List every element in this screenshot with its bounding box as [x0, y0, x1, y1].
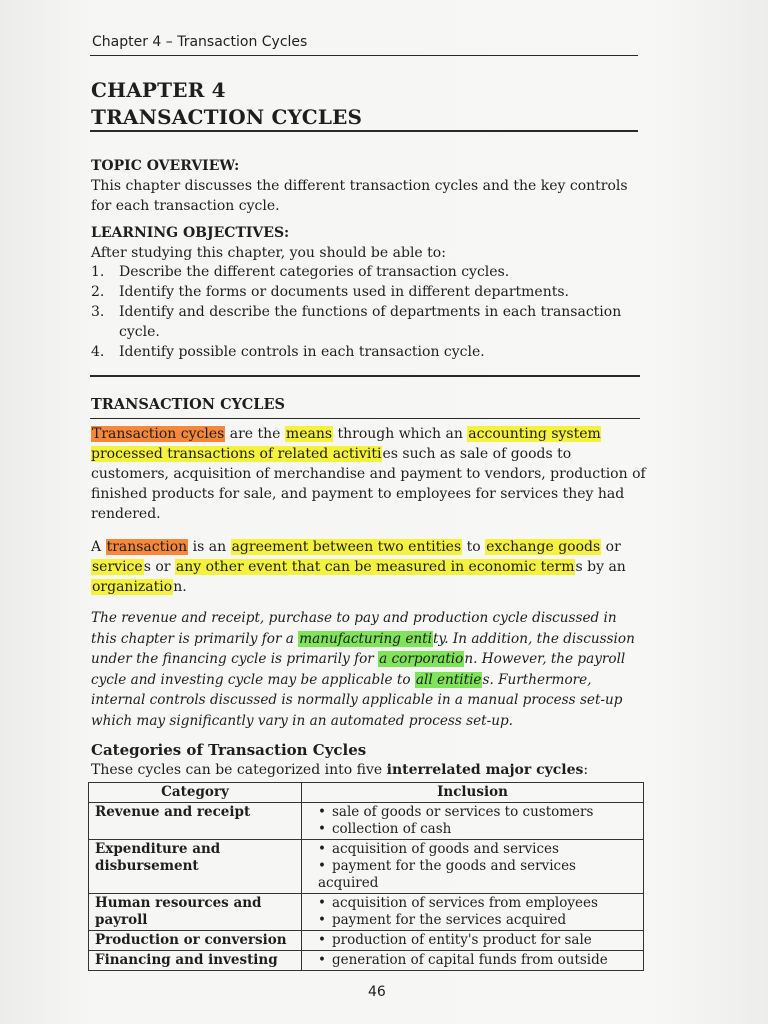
categories-intro: These cycles can be categorized into five interrelated major cycles:	[91, 762, 589, 778]
topic-overview-heading: TOPIC OVERVIEW:	[91, 158, 240, 174]
list-item: • sale of goods or services to customers	[318, 804, 637, 821]
transaction-cycles-heading: TRANSACTION CYCLES	[91, 396, 286, 413]
highlight-yellow: service	[92, 559, 143, 575]
chapter-title	[91, 77, 362, 131]
highlight-green: manufacturing enti	[299, 630, 432, 647]
category-cell: Financing and investing	[89, 951, 302, 971]
list-item: • acquisition of services from employees	[318, 895, 637, 912]
table-row	[89, 803, 644, 840]
transaction-cycles-rule	[90, 418, 640, 419]
list-item: 1. Describe the different categories of transaction cycles.	[91, 264, 510, 280]
list-item: • payment for the goods and services acquired	[318, 858, 637, 892]
table-row	[89, 840, 644, 894]
header-rule	[90, 55, 638, 56]
highlight-yellow: accounting system processed transactions of related activiti	[91, 426, 601, 462]
category-cell: Revenue and receipt	[89, 803, 302, 840]
category-cell: Expenditure and disbursement	[89, 840, 302, 894]
inclusion-cell	[302, 951, 644, 971]
highlight-orange: Transaction cycles	[92, 426, 225, 442]
list-item: • production of entity's product for sale	[318, 932, 637, 949]
objectives-rule	[90, 375, 640, 377]
cycle-applicability-note: The revenue and receipt, purchase to pay and production cycle discussed in this chapter is primarily for a manufacturing entity. In addition, the discussion under the financing cycle is primarily for a corporation. However, the payroll cycle and investing cycle may be applicable to all entities. Furthermore, internal controls discussed is normally applicable in a manual process set-up which may significantly vary in an automated process set-up.	[91, 610, 635, 729]
chapter-name: TRANSACTION CYCLES	[91, 105, 363, 129]
highlight-green: a corporatio	[379, 651, 464, 667]
inclusion-cell	[302, 894, 644, 931]
table-row	[89, 931, 644, 951]
list-item: • acquisition of goods and services	[318, 841, 637, 858]
list-item: • collection of cash	[318, 821, 637, 838]
column-header-inclusion: Inclusion	[302, 783, 644, 803]
category-cell: Production or conversion	[89, 931, 302, 951]
highlight-yellow: agreement between two entities	[231, 539, 462, 555]
list-item: 3. Identify and describe the functions of departments in each transaction cycle.	[91, 304, 622, 340]
column-header-category: Category	[89, 783, 302, 803]
chapter-title-rule	[90, 130, 638, 132]
table-row	[89, 951, 644, 971]
running-head: Chapter 4 – Transaction Cycles	[92, 34, 308, 50]
highlight-orange: transaction	[106, 539, 188, 555]
list-item: 4. Identify possible controls in each transaction cycle.	[91, 344, 485, 360]
highlight-yellow: organizatio	[92, 579, 173, 595]
highlight-yellow: means	[285, 426, 333, 442]
highlight-green: all entitie	[415, 671, 482, 688]
category-cell: Human resources and payroll	[89, 894, 302, 931]
learning-objectives-intro: After studying this chapter, you should be able to:	[91, 245, 446, 261]
inclusion-cell	[302, 803, 644, 840]
page-number: 46	[368, 984, 386, 1000]
inclusion-cell	[302, 840, 644, 894]
list-item: 2. Identify the forms or documents used in different departments.	[91, 284, 569, 300]
learning-objectives-list	[91, 262, 646, 362]
transaction-definition: A transaction is an agreement between two entities to exchange goods or services or any other event that can be measured in economic terms by an organization.	[91, 539, 626, 595]
table-row	[89, 894, 644, 931]
inclusion-cell	[302, 931, 644, 951]
categories-table	[88, 782, 644, 971]
transaction-cycles-definition: Transaction cycles are the means through which an accounting system processed transactions of related activities such as sale of goods to customers, acquisition of merchandise and payment to vendors, production of finished products for sale, and payment to employees for services they had rendered.	[91, 426, 646, 522]
highlight-yellow: any other event that can be measured in economic term	[175, 559, 575, 575]
list-item: • generation of capital funds from outside	[318, 952, 637, 969]
table-header-row	[89, 783, 644, 803]
chapter-number: CHAPTER 4	[91, 78, 226, 102]
highlight-yellow: exchange goods	[486, 539, 601, 555]
categories-heading: Categories of Transaction Cycles	[91, 741, 367, 759]
learning-objectives-heading: LEARNING OBJECTIVES:	[91, 225, 290, 241]
topic-overview-text: This chapter discusses the different transaction cycles and the key controls for each transaction cycle.	[91, 178, 628, 214]
list-item: • payment for the services acquired	[318, 912, 637, 929]
